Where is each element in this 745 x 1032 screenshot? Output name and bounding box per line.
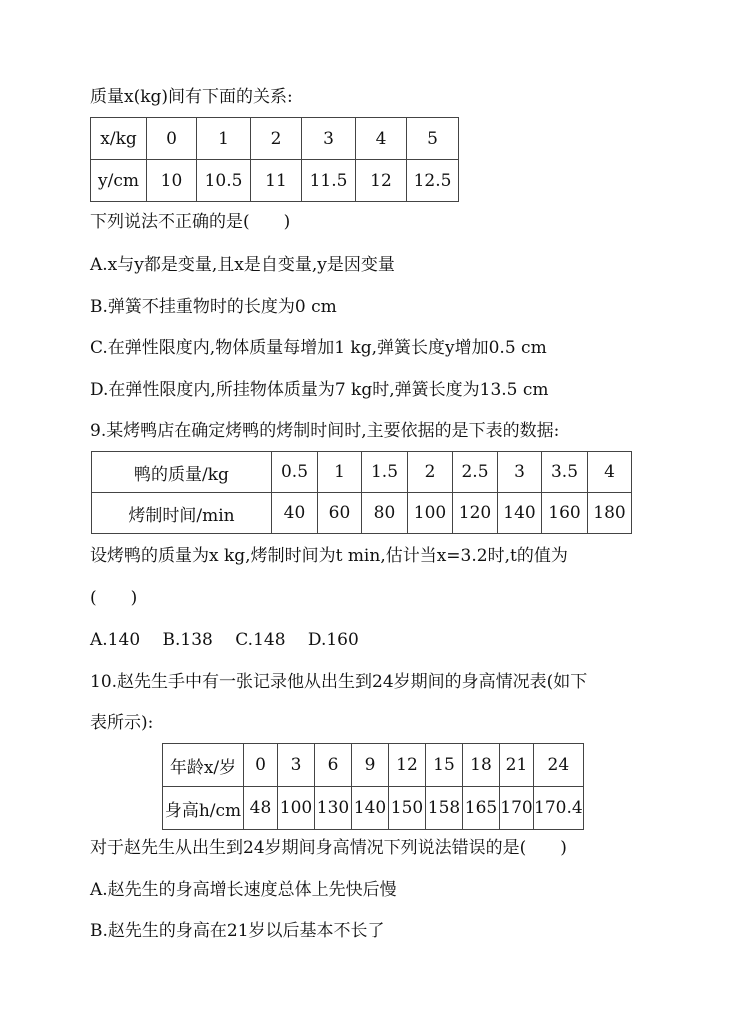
table-cell: 100 xyxy=(408,493,453,534)
table-cell: 130 xyxy=(315,787,352,830)
table-cell: 烤制时间/min xyxy=(92,493,272,534)
q8-option-d: D.在弹性限度内,所挂物体质量为7 kg时,弹簧长度为13.5 cm xyxy=(90,380,549,400)
q10-question: 对于赵先生从出生到24岁期间身高情况下列说法错误的是( ) xyxy=(90,838,567,858)
table-row xyxy=(163,787,584,830)
q9-options: A.140 B.138 C.148 D.160 xyxy=(90,630,359,650)
table-cell: 11 xyxy=(251,160,302,202)
table-cell: 1.5 xyxy=(362,452,408,493)
table-cell: 3 xyxy=(498,452,542,493)
table-cell: 5 xyxy=(407,118,459,160)
table-cell: 165 xyxy=(463,787,500,830)
q10-stem-line2: 表所示): xyxy=(90,713,154,733)
table-row xyxy=(91,118,459,160)
q8-option-c: C.在弹性限度内,物体质量每增加1 kg,弹簧长度y增加0.5 cm xyxy=(90,338,547,358)
table-cell: 150 xyxy=(389,787,426,830)
table-cell: 140 xyxy=(352,787,389,830)
table-cell: 3 xyxy=(302,118,356,160)
table-cell: 24 xyxy=(534,744,584,787)
table-cell: 170.4 xyxy=(534,787,584,830)
table-cell: 身高h/cm xyxy=(163,787,244,830)
height-table xyxy=(162,743,584,830)
table-cell: 年龄x/岁 xyxy=(163,744,244,787)
q8-option-b: B.弹簧不挂重物时的长度为0 cm xyxy=(90,297,337,317)
table-row xyxy=(163,744,584,787)
table-cell: 3.5 xyxy=(542,452,588,493)
table-cell: y/cm xyxy=(91,160,147,202)
q10-stem-line1: 10.赵先生手中有一张记录他从出生到24岁期间的身高情况表(如下 xyxy=(90,672,588,692)
table-cell: 120 xyxy=(453,493,498,534)
table-cell: 40 xyxy=(272,493,318,534)
table-cell: 160 xyxy=(542,493,588,534)
table-cell: 60 xyxy=(318,493,362,534)
table-cell: 1 xyxy=(318,452,362,493)
roast-duck-table xyxy=(91,451,632,534)
table-cell: 180 xyxy=(588,493,632,534)
table-row xyxy=(92,493,632,534)
table-cell: 11.5 xyxy=(302,160,356,202)
table-cell: 12.5 xyxy=(407,160,459,202)
table-cell: x/kg xyxy=(91,118,147,160)
q10-option-b: B.赵先生的身高在21岁以后基本不长了 xyxy=(90,921,385,941)
q9-question-line: 设烤鸭的质量为x kg,烤制时间为t min,估计当x=3.2时,t的值为 xyxy=(90,546,568,566)
table-cell: 48 xyxy=(244,787,278,830)
table-cell: 18 xyxy=(463,744,500,787)
table-cell: 80 xyxy=(362,493,408,534)
q10-option-a: A.赵先生的身高增长速度总体上先快后慢 xyxy=(90,880,397,900)
table-cell: 12 xyxy=(356,160,407,202)
q8-option-a: A.x与y都是变量,且x是自变量,y是因变量 xyxy=(90,255,395,275)
table-row xyxy=(91,160,459,202)
table-cell: 3 xyxy=(278,744,315,787)
table-cell: 12 xyxy=(389,744,426,787)
spring-table xyxy=(90,117,459,202)
table-cell: 0 xyxy=(244,744,278,787)
q9-question-paren: ( ) xyxy=(90,588,138,608)
q8-stem: 下列说法不正确的是( ) xyxy=(90,212,291,232)
table-cell: 170 xyxy=(500,787,534,830)
table-cell: 140 xyxy=(498,493,542,534)
table-cell: 0.5 xyxy=(272,452,318,493)
table-cell: 2.5 xyxy=(453,452,498,493)
table-cell: 100 xyxy=(278,787,315,830)
table-cell: 0 xyxy=(147,118,197,160)
table-cell: 10.5 xyxy=(197,160,251,202)
table-cell: 2 xyxy=(408,452,453,493)
table-cell: 9 xyxy=(352,744,389,787)
table-cell: 21 xyxy=(500,744,534,787)
table-row xyxy=(92,452,632,493)
table-cell: 2 xyxy=(251,118,302,160)
table-cell: 鸭的质量/kg xyxy=(92,452,272,493)
table-cell: 15 xyxy=(426,744,463,787)
q9-stem: 9.某烤鸭店在确定烤鸭的烤制时间时,主要依据的是下表的数据: xyxy=(90,421,560,441)
table-cell: 158 xyxy=(426,787,463,830)
table-cell: 4 xyxy=(588,452,632,493)
table-cell: 4 xyxy=(356,118,407,160)
intro-line: 质量x(kg)间有下面的关系: xyxy=(90,87,293,107)
table-cell: 6 xyxy=(315,744,352,787)
table-cell: 10 xyxy=(147,160,197,202)
table-cell: 1 xyxy=(197,118,251,160)
